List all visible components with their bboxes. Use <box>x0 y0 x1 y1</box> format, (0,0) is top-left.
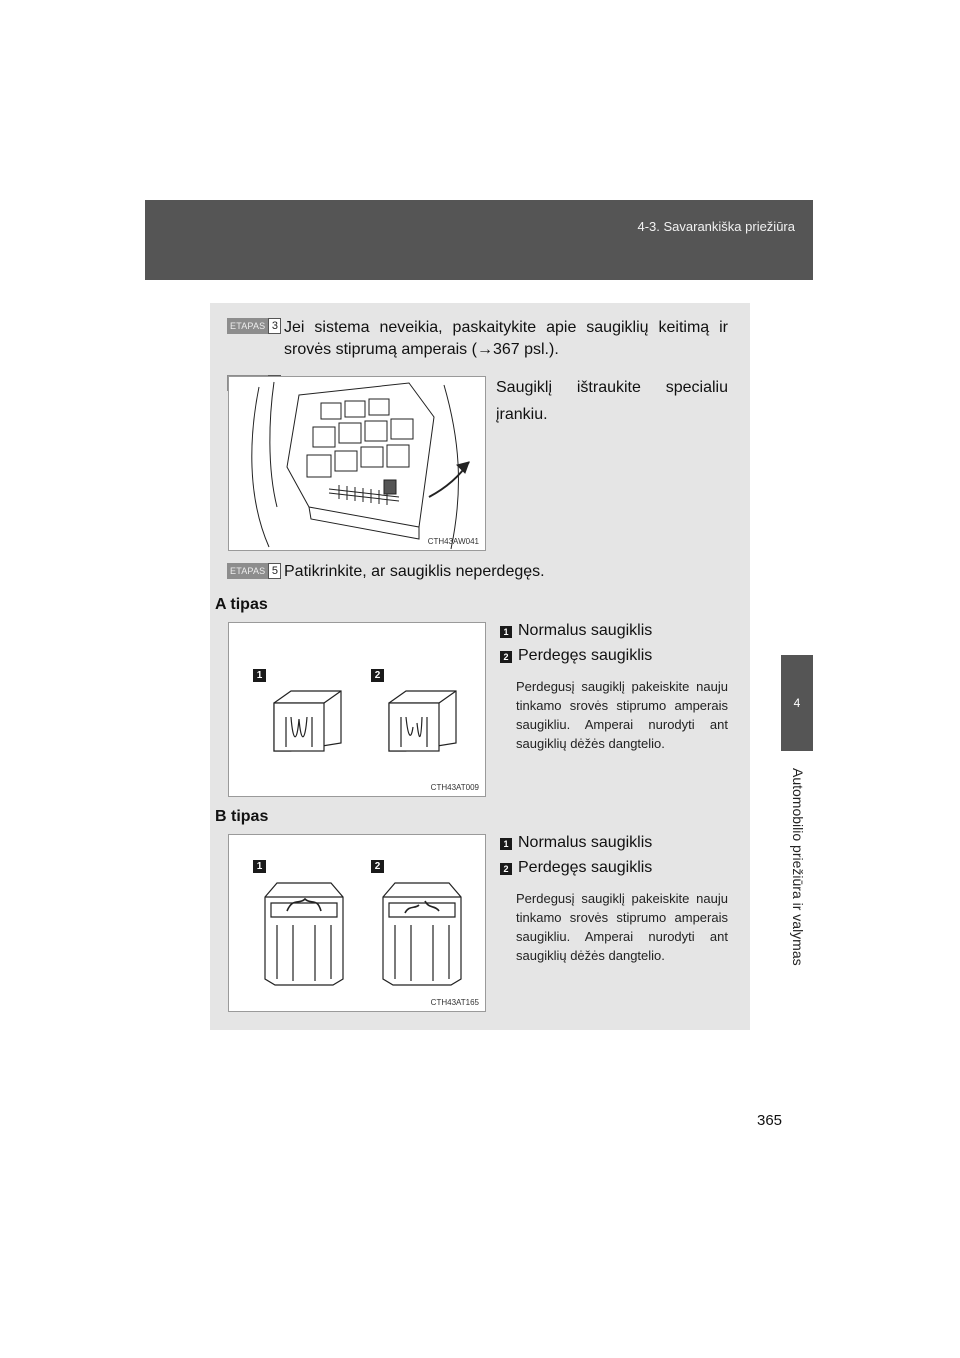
step-3-text-part: Jei sistema neveikia, paskaitykite apie saugiklių keitimą ir srovės stiprumą amperais ( <box>284 319 728 358</box>
fuse-box-figure <box>228 376 486 551</box>
legend-badge-1: 1 <box>500 626 512 638</box>
step-number: 3 <box>268 318 281 334</box>
type-a-note: Perdegusį saugiklį pakeiskite nauju tinkamo srovės stiprumo amperais saugikliu. Amperai nurodyti ant saugiklių dėžės dangtelio. <box>516 679 728 751</box>
legend-badge-2: 2 <box>500 651 512 663</box>
fuse-box-illustration <box>229 377 485 550</box>
section-title: 4-3. Savarankiška priežiūra <box>637 219 795 234</box>
step-5-badge <box>227 563 281 579</box>
legend-normal-fuse: Normalus saugiklis <box>518 622 653 639</box>
etapas-label: ETAPAS <box>227 563 268 579</box>
blade-fuse-illustration <box>229 623 485 796</box>
step-3-page-ref: 367 psl.). <box>492 341 559 358</box>
step-3-text <box>284 317 728 361</box>
chapter-tab <box>781 655 813 751</box>
page-header-band <box>145 200 813 280</box>
figure-code: CTH43AW041 <box>427 537 479 546</box>
legend-blown-fuse: Perdegęs saugiklis <box>518 859 653 876</box>
figure-badge-2: 2 <box>371 860 384 873</box>
cartridge-fuse-illustration <box>229 835 485 1011</box>
step-3-badge <box>227 318 281 334</box>
legend-blown-fuse: Perdegęs saugiklis <box>518 647 653 664</box>
content-panel <box>210 303 750 1030</box>
figure-code: CTH43AT009 <box>430 783 479 792</box>
legend-normal-fuse: Normalus saugiklis <box>518 834 653 851</box>
legend-badge-1: 1 <box>500 838 512 850</box>
type-b-note: Perdegusį saugiklį pakeiskite nauju tinkamo srovės stiprumo amperais saugikliu. Amperai nurodyti ant saugiklių dėžės dangtelio. <box>516 891 728 963</box>
page-number: 365 <box>757 1112 783 1129</box>
chapter-title: Automobilio priežiūra ir valymas <box>790 768 806 966</box>
step-number: 5 <box>268 563 281 579</box>
type-b-heading: B tipas <box>215 808 269 825</box>
type-a-heading: A tipas <box>215 596 268 613</box>
figure-badge-1: 1 <box>253 860 266 873</box>
step-4-text: Saugiklį ištraukite specialiu įrankiu. <box>496 379 728 423</box>
figure-code: CTH43AT165 <box>430 998 479 1007</box>
figure-badge-1: 1 <box>253 669 266 682</box>
legend-badge-2: 2 <box>500 863 512 875</box>
chapter-number: 4 <box>793 696 801 710</box>
figure-badge-2: 2 <box>371 669 384 682</box>
step-5-text: Patikrinkite, ar saugiklis neperdegęs. <box>284 563 545 580</box>
type-b-figure <box>228 834 486 1012</box>
etapas-label: ETAPAS <box>227 318 268 334</box>
arrow-glyph: → <box>476 341 493 358</box>
type-a-figure <box>228 622 486 797</box>
